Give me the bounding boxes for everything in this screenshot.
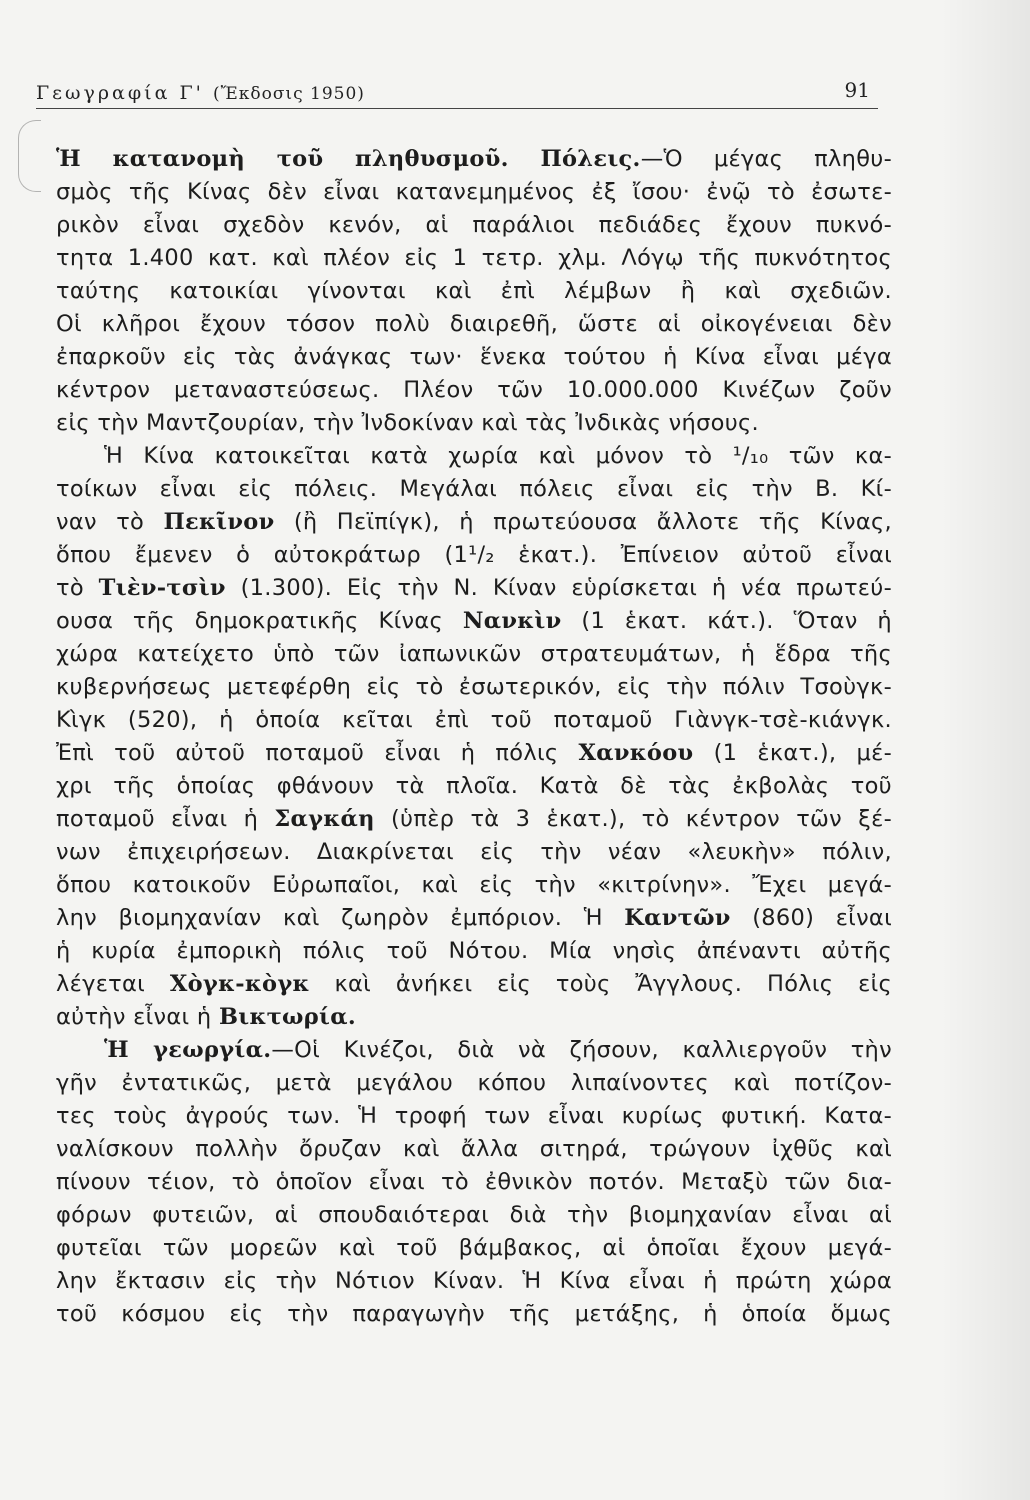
text-line: [56, 836, 892, 869]
text-line: [56, 1001, 892, 1034]
text-run: χώρα κατείχετο ὑπὸ τῶν ἰαπωνικῶν στρατευμάτων, ἡ ἕδρα τῆς: [56, 641, 892, 667]
text-line: [56, 671, 892, 704]
text-line: [56, 572, 892, 605]
text-run: πίνουν τέιον, τὸ ὁποῖον εἶναι τὸ ἐθνικὸν ποτόν. Μεταξὺ τῶν δια-: [56, 1169, 892, 1195]
text-run: ποταμοῦ εἶναι ἡ: [56, 806, 275, 832]
text-line: [56, 1199, 892, 1232]
text-line: [56, 1166, 892, 1199]
text-line: [56, 935, 892, 968]
text-run: τοίκων εἶναι εἰς πόλεις. Μεγάλαι πόλεις εἶναι εἰς τὴν Β. Κί-: [56, 476, 892, 502]
book-title: Γεωγραφία Γ': [36, 82, 204, 104]
bold-term: Χὸγκ-κὸγκ: [169, 971, 310, 997]
text-line: [56, 176, 892, 209]
body-text: [56, 143, 892, 1331]
text-line: [56, 1067, 892, 1100]
text-run: ἡ κυρία ἐμπορικὴ πόλις τοῦ Νότου. Μία νησὶς ἀπέναντι αὐτῆς: [56, 938, 892, 964]
text-run: Ἐπὶ τοῦ αὐτοῦ ποταμοῦ εἶναι ἡ πόλις: [56, 740, 579, 766]
text-run: κυβερνήσεως μετεφέρθη εἰς τὸ ἐσωτερικόν, εἰς τὴν πόλιν Τσοὺγκ-: [56, 674, 892, 700]
text-line: [56, 275, 892, 308]
page-header: [36, 72, 878, 109]
text-run: ταύτης κατοικίαι γίνονται καὶ ἐπὶ λέμβων ἢ καὶ σχεδιῶν.: [56, 278, 892, 304]
text-line: [56, 1298, 892, 1331]
bold-term: Τιὲν-τσὶν: [98, 575, 226, 601]
text-line: [56, 770, 892, 803]
text-run: (1 ἑκατ. κάτ.). Ὅταν ἡ: [561, 608, 892, 634]
text-line: [56, 242, 892, 275]
bold-term: Ἡ γεωργία.: [104, 1037, 272, 1063]
text-line: [56, 308, 892, 341]
text-line: [56, 1100, 892, 1133]
text-run: τοῦ κόσμου εἰς τὴν παραγωγὴν τῆς μετάξης, ἡ ὁποία ὅμως: [56, 1301, 892, 1327]
text-run: ουσα τῆς δημοκρατικῆς Κίνας: [56, 608, 463, 634]
text-run: (1 ἑκατ.), μέ-: [693, 740, 892, 766]
text-run: εἰς τὴν Μαντζουρίαν, τὴν Ἰνδοκίναν καὶ τὰς Ἰνδικὰς νήσους.: [56, 410, 759, 436]
bold-term: Χανκόου: [578, 740, 694, 766]
text-line: [56, 902, 892, 935]
text-run: Οἱ κλῆροι ἔχουν τόσον πολὺ διαιρεθῆ, ὥστε αἱ οἰκογένειαι δὲν: [56, 311, 892, 337]
page-edge-shadow: [940, 0, 1030, 1500]
text-run: φόρων φυτειῶν, αἱ σπουδαιότεραι διὰ τὴν βιομηχανίαν εἶναι αἱ: [56, 1202, 892, 1228]
text-line: [56, 737, 892, 770]
page-number: 91: [844, 78, 870, 102]
text-run: (ἢ Πεϊπίγκ), ἡ πρωτεύουσα ἄλλοτε τῆς Κίνας,: [274, 509, 892, 535]
text-run: —Ὁ μέγας πληθυ-: [640, 146, 892, 172]
edition-note: (Ἔκδοσις 1950): [212, 84, 365, 104]
text-run: λην ἔκτασιν εἰς τὴν Νότιον Κίναν. Ἡ Κίνα εἶναι ἡ πρώτη χώρα: [56, 1268, 892, 1294]
bold-term: Σαγκάη: [274, 806, 375, 832]
bold-term: Καντῶν: [624, 905, 731, 931]
text-run: ὅπου ἔμενεν ὁ αὐτοκράτωρ (1¹/₂ ἑκατ.). Ἐπίνειον αὐτοῦ εἶναι: [56, 542, 892, 568]
text-line: [56, 638, 892, 671]
bold-term: Πεκῖνον: [163, 509, 275, 535]
text-run: καὶ ἀνήκει εἰς τοὺς Ἄγγλους. Πόλις εἰς: [309, 971, 892, 997]
text-run: ναλίσκουν πολλὴν ὄρυζαν καὶ ἄλλα σιτηρά, τρώγουν ἰχθῦς καὶ: [56, 1136, 892, 1162]
text-line: [56, 506, 892, 539]
text-line: [56, 1133, 892, 1166]
text-run: ὅπου κατοικοῦν Εὐρωπαῖοι, καὶ εἰς τὴν «κιτρίνην». Ἔχει μεγά-: [56, 872, 892, 898]
text-run: (1.300). Εἰς τὴν Ν. Κίναν εὑρίσκεται ἡ νέα πρωτεύ-: [225, 575, 892, 601]
bold-term: Νανκὶν: [462, 608, 562, 634]
text-run: (860) εἶναι: [730, 905, 892, 931]
running-title: [36, 82, 365, 104]
text-line: [56, 605, 892, 638]
text-line: [56, 473, 892, 506]
text-line: [56, 143, 892, 176]
text-line: [56, 341, 892, 374]
text-run: τητα 1.400 κατ. καὶ πλέον εἰς 1 τετρ. χλμ. Λόγῳ τῆς πυκνότητος: [56, 245, 892, 271]
text-line: [56, 704, 892, 737]
text-run: λην βιομηχανίαν καὶ ζωηρὸν ἐμπόριον. Ἡ: [56, 905, 625, 931]
text-run: Κὶγκ (520), ἡ ὁποία κεῖται ἐπὶ τοῦ ποταμοῦ Γιὰνγκ-τσὲ-κιάνγκ.: [56, 707, 892, 733]
text-line: [56, 803, 892, 836]
bold-term: Βικτωρία.: [218, 1004, 356, 1030]
text-line: [56, 869, 892, 902]
text-line: [56, 1232, 892, 1265]
text-run: Ἡ Κίνα κατοικεῖται κατὰ χωρία καὶ μόνον τὸ ¹/₁₀ τῶν κα-: [104, 443, 892, 469]
text-run: φυτεῖαι τῶν μορεῶν καὶ τοῦ βάμβακος, αἱ ὁποῖαι ἔχουν μεγά-: [56, 1235, 892, 1261]
text-line: [56, 209, 892, 242]
text-run: λέγεται: [56, 971, 170, 997]
text-line: [56, 440, 892, 473]
text-run: κέντρον μεταναστεύσεως. Πλέον τῶν 10.000.000 Κινέζων ζοῦν: [56, 377, 892, 403]
text-line: [56, 407, 892, 440]
text-run: γῆν ἐντατικῶς, μετὰ μεγάλου κόπου λιπαίνοντες καὶ ποτίζον-: [56, 1070, 892, 1096]
text-line: [56, 539, 892, 572]
text-run: αὐτὴν εἶναι ἡ: [56, 1004, 219, 1030]
text-run: τὸ: [56, 575, 99, 601]
text-line: [56, 968, 892, 1001]
text-run: νων ἐπιχειρήσεων. Διακρίνεται εἰς τὴν νέαν «λευκὴν» πόλιν,: [56, 839, 892, 865]
text-run: ρικὸν εἶναι σχεδὸν κενόν, αἱ παράλιοι πεδιάδες ἔχουν πυκνό-: [56, 212, 892, 238]
text-line: [56, 374, 892, 407]
text-run: τες τοὺς ἀγρούς των. Ἡ τροφή των εἶναι κυρίως φυτική. Κατα-: [56, 1103, 892, 1129]
text-run: (ὑπὲρ τὰ 3 ἑκατ.), τὸ κέντρον τῶν ξέ-: [374, 806, 892, 832]
text-run: σμὸς τῆς Κίνας δὲν εἶναι κατανεμημένος ἐξ ἴσου· ἐνῷ τὸ ἐσωτε-: [56, 179, 892, 205]
text-run: —Οἱ Κινέζοι, διὰ νὰ ζήσουν, καλλιεργοῦν τὴν: [271, 1037, 892, 1063]
text-run: ἐπαρκοῦν εἰς τὰς ἀνάγκας των· ἕνεκα τούτου ἡ Κίνα εἶναι μέγα: [56, 344, 892, 370]
margin-bracket-mark: [18, 120, 41, 192]
text-line: [56, 1265, 892, 1298]
text-run: χρι τῆς ὁποίας φθάνουν τὰ πλοῖα. Κατὰ δὲ τὰς ἐκβολὰς τοῦ: [56, 773, 892, 799]
bold-term: Ἡ κατανομὴ τοῦ πληθυσμοῦ. Πόλεις.: [56, 146, 641, 172]
text-run: ναν τὸ: [56, 509, 164, 535]
text-line: [56, 1034, 892, 1067]
